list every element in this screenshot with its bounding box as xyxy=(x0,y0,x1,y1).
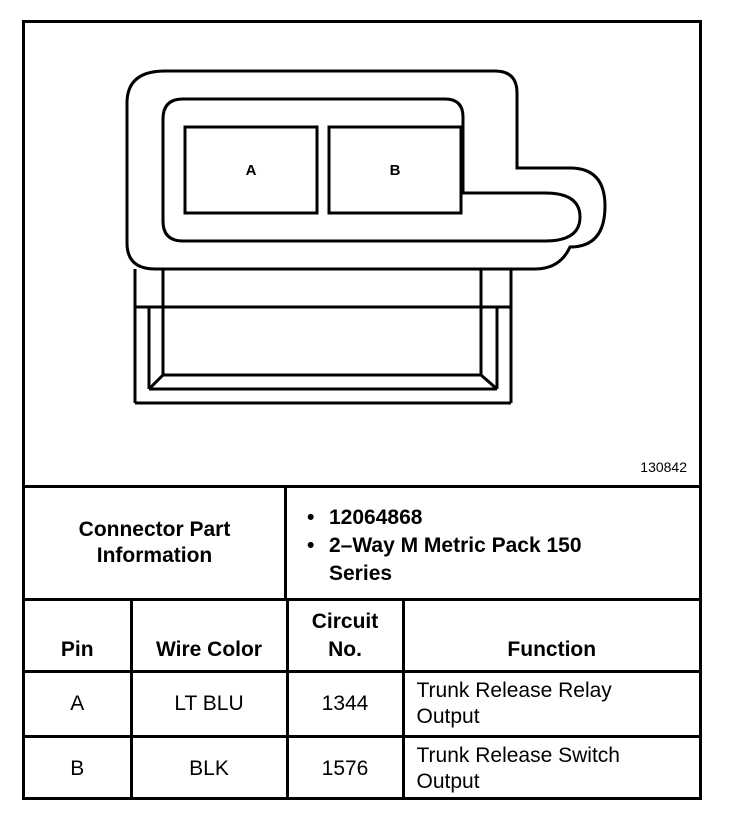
header-wire-color: Wire Color xyxy=(131,600,287,672)
pin-cell: B xyxy=(25,737,131,801)
wire-color-cell: BLK xyxy=(131,737,287,801)
connector-part-info xyxy=(25,485,699,598)
pin-table-header xyxy=(25,600,699,672)
function-cell: Trunk Release Switch Output xyxy=(403,737,699,801)
header-circuit: Circuit No. xyxy=(287,600,403,672)
connector-info-item: • 12064868 xyxy=(329,504,699,532)
wire-color-cell: LT BLU xyxy=(131,672,287,737)
function-cell: Trunk Release Relay Output xyxy=(403,672,699,737)
connector-diagram-frame xyxy=(22,20,702,800)
connector-drawing xyxy=(25,23,699,485)
header-pin: Pin xyxy=(25,600,131,672)
connector-body xyxy=(135,269,511,403)
cavity-label-a: A xyxy=(245,162,257,179)
header-function: Function xyxy=(403,600,699,672)
table-row xyxy=(25,672,699,737)
pin-table xyxy=(25,598,699,800)
connector-info-list xyxy=(287,488,699,598)
table-row xyxy=(25,737,699,801)
pin-cell: A xyxy=(25,672,131,737)
figure-id: 130842 xyxy=(640,459,687,475)
circuit-cell: 1344 xyxy=(287,672,403,737)
connector-info-item: • 2–Way M Metric Pack 150 Series xyxy=(329,532,699,588)
circuit-cell: 1576 xyxy=(287,737,403,801)
cavity-label-b: B xyxy=(389,162,401,179)
connector-info-label: Connector Part Information xyxy=(25,488,287,598)
connector-housing-outline xyxy=(127,71,605,269)
connector-illustration xyxy=(25,23,699,485)
